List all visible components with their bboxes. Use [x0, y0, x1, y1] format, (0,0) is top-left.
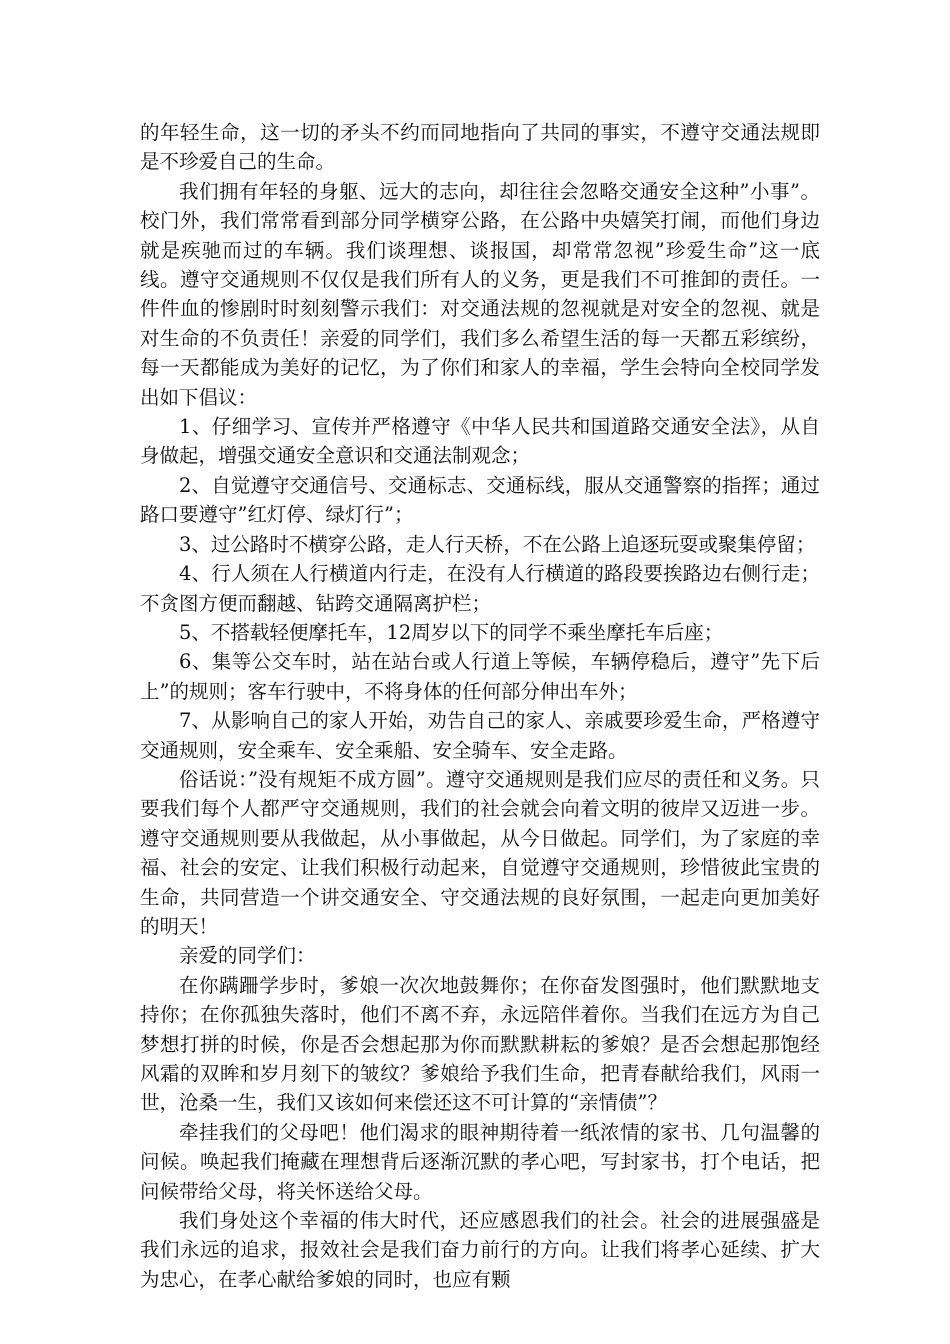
- paragraph-society: 我们身处这个幸福的伟大时代，还应感恩我们的社会。社会的进展强盛是我们永远的追求，报效社会是我们奋力前行的方向。让我们将孝心延续、扩大为忠心，在孝心献给爹娘的同时，也应有颗: [140, 1209, 820, 1291]
- document-page: [140, 118, 820, 1294]
- proposal-item-6: 6、集等公交车时，站在站台或人行道上等候，车辆停稳后，遵守”先下后上”的规则；客车行驶中，不将身体的任何部分伸出车外；: [140, 650, 820, 703]
- paragraph-care-parents: 牵挂我们的父母吧！他们渴求的眼神期待着一纸浓情的家书、几句温馨的问候。唤起我们掩藏在理想背后逐渐沉默的孝心吧，写封家书，打个电话，把问候带给父母，将关怀送给父母。: [140, 1120, 820, 1203]
- salutation: 亲爱的同学们：: [179, 944, 316, 968]
- proposal-item-5: 5、不搭载轻便摩托车，12周岁以下的同学不乘坐摩托车后座；: [179, 620, 724, 644]
- proposal-item-1: 1、仔细学习、宣传并严格遵守《中华人民共和国道路交通安全法》，从自身做起，增强交通安全意识和交通法制观念；: [140, 415, 820, 468]
- proposal-item-3: 3、过公路时不横穿公路，走人行天桥，不在公路上追逐玩耍或聚集停留；: [179, 532, 816, 556]
- paragraph-parents: 在你蹒跚学步时，爹娘一次次地鼓舞你；在你奋发图强时，他们默默地支持你；在你孤独失落时，他们不离不弃，永远陪伴着你。当我们在远方为自己梦想打拼的时候，你是否会想起那为你而默默耕耘的爹娘？是否会想起那饱经风霜的双眸和岁月刻下的皱纹？爹娘给予我们生命，把青春献给我们，风雨一世，沧桑一生，我们又该如何来偿还这不可计算的“亲情债”？: [140, 973, 820, 1115]
- paragraph-traffic-safety: 我们拥有年轻的身躯、远大的志向，却往往会忽略交通安全这种”小事”。校门外，我们常常看到部分同学横穿公路，在公路中央嬉笑打闹，而他们身边就是疾驰而过的车辆。我们谈理想、谈报国，却常常忽视”珍爱生命”这一底线。遵守交通规则不仅仅是我们所有人的义务，更是我们不可推卸的责任。一件件血的惨剧时时刻刻警示我们：对交通法规的忽视就是对安全的忽视、就是对生命的不负责任！亲爱的同学们，我们多么希望生活的每一天都五彩缤纷，每一天都能成为美好的记忆，为了你们和家人的幸福，学生会特向全校同学发出如下倡议：: [140, 179, 820, 409]
- proposal-item-2: 2、自觉遵守交通信号、交通标志、交通标线，服从交通警察的指挥；通过路口要遵守”红灯停、绿灯行”；: [140, 473, 820, 527]
- proposal-item-4: 4、行人须在人行横道内行走，在没有人行横道的路段要挨路边右侧行走；不贪图方便而翻越、钻跨交通隔离护栏；: [140, 562, 820, 615]
- paragraph-continuation: 的年轻生命，这一切的矛头不约而同地指向了共同的事实，不遵守交通法规即是不珍爱自己的生命。: [140, 121, 820, 174]
- proposal-item-7: 7、从影响自己的家人开始，劝告自己的家人、亲戚要珍爱生命，严格遵守交通规则，安全乘车、安全乘船、安全骑车、安全走路。: [140, 709, 820, 762]
- paragraph-proverb: 俗话说：”没有规矩不成方圆”。遵守交通规则是我们应尽的责任和义务。只要我们每个人都严守交通规则，我们的社会就会向着文明的彼岸又迈进一步。遵守交通规则要从我做起，从小事做起，从今日做起。同学们，为了家庭的幸福、社会的安定、让我们积极行动起来，自觉遵守交通规则，珍惜彼此宝贵的生命，共同营造一个讲交通安全、守交通法规的良好氛围，一起走向更加美好的明天！: [140, 767, 820, 938]
